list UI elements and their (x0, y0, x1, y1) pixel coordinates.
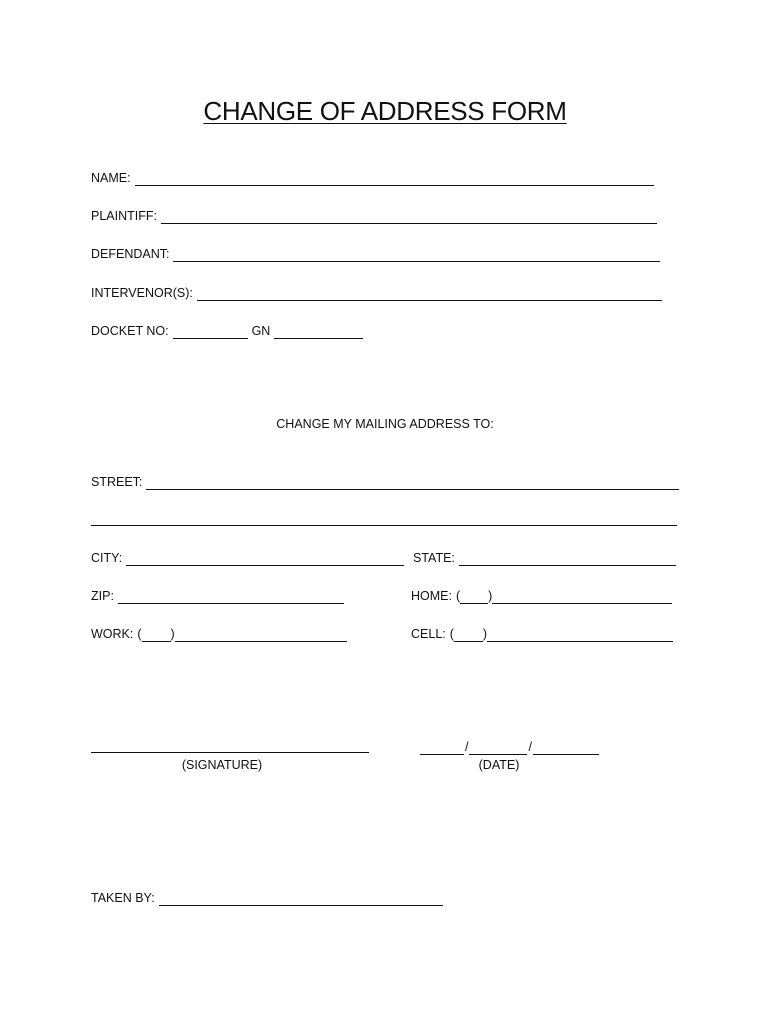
intervenors-line[interactable] (197, 287, 662, 301)
work-row (91, 626, 347, 642)
signature-line-row (91, 739, 369, 753)
intervenors-row (91, 285, 662, 301)
defendant-row (91, 246, 660, 262)
zip-label: ZIP: (91, 589, 114, 603)
date-day-line[interactable] (469, 741, 527, 755)
gn-line[interactable] (274, 325, 363, 339)
city-line[interactable] (126, 552, 404, 566)
work-label: WORK: (91, 627, 134, 641)
work-paren-close: ) (170, 627, 175, 641)
home-label: HOME: (411, 589, 452, 603)
cell-label: CELL: (411, 627, 446, 641)
form-title: CHANGE OF ADDRESS FORM (203, 96, 567, 126)
date-year-line[interactable] (533, 741, 599, 755)
docket-label: DOCKET NO: (91, 324, 169, 338)
plaintiff-label: PLAINTIFF: (91, 209, 157, 223)
name-row (91, 170, 654, 186)
city-label: CITY: (91, 551, 123, 565)
street-line-2[interactable] (91, 512, 677, 526)
home-paren-close: ) (488, 589, 493, 603)
docket-line[interactable] (173, 325, 248, 339)
cell-row (411, 626, 673, 642)
signature-label: (SIGNATURE) (181, 758, 263, 772)
work-paren-open: ( (137, 627, 142, 641)
docket-row (91, 323, 363, 339)
street-label: STREET: (91, 475, 143, 489)
home-phone-line[interactable] (492, 590, 672, 604)
taken-by-row (91, 890, 443, 906)
state-row (413, 550, 676, 566)
zip-line[interactable] (118, 590, 344, 604)
cell-phone-line[interactable] (487, 628, 673, 642)
section-heading: CHANGE MY MAILING ADDRESS TO: (276, 417, 494, 431)
signature-line[interactable] (91, 739, 369, 753)
date-separator-1: / (465, 740, 469, 754)
home-area-code-line[interactable] (460, 590, 488, 604)
plaintiff-row (91, 208, 657, 224)
state-label: STATE: (413, 551, 455, 565)
gn-label: GN (251, 324, 271, 338)
home-row (411, 588, 672, 604)
plaintiff-line[interactable] (161, 210, 657, 224)
defendant-line[interactable] (173, 248, 660, 262)
work-area-code-line[interactable] (142, 628, 171, 642)
name-line[interactable] (135, 172, 654, 186)
defendant-label: DEFENDANT: (91, 247, 170, 261)
cell-area-code-line[interactable] (454, 628, 483, 642)
street-row (91, 474, 679, 490)
date-label: (DATE) (478, 758, 520, 772)
work-phone-line[interactable] (175, 628, 347, 642)
name-label: NAME: (91, 171, 131, 185)
date-line-row (420, 739, 599, 755)
home-paren-open: ( (455, 589, 461, 603)
taken-by-line[interactable] (159, 892, 443, 906)
state-line[interactable] (459, 552, 676, 566)
taken-by-label: TAKEN BY: (91, 891, 155, 905)
cell-paren-close: ) (482, 627, 488, 641)
zip-row (91, 588, 344, 604)
city-row (91, 550, 404, 566)
date-month-line[interactable] (420, 741, 464, 755)
street-line-2-row (91, 512, 677, 526)
street-line[interactable] (146, 476, 679, 490)
cell-paren-open: ( (449, 627, 454, 641)
intervenors-label: INTERVENOR(S): (91, 286, 193, 300)
date-separator-2: / (528, 740, 532, 754)
